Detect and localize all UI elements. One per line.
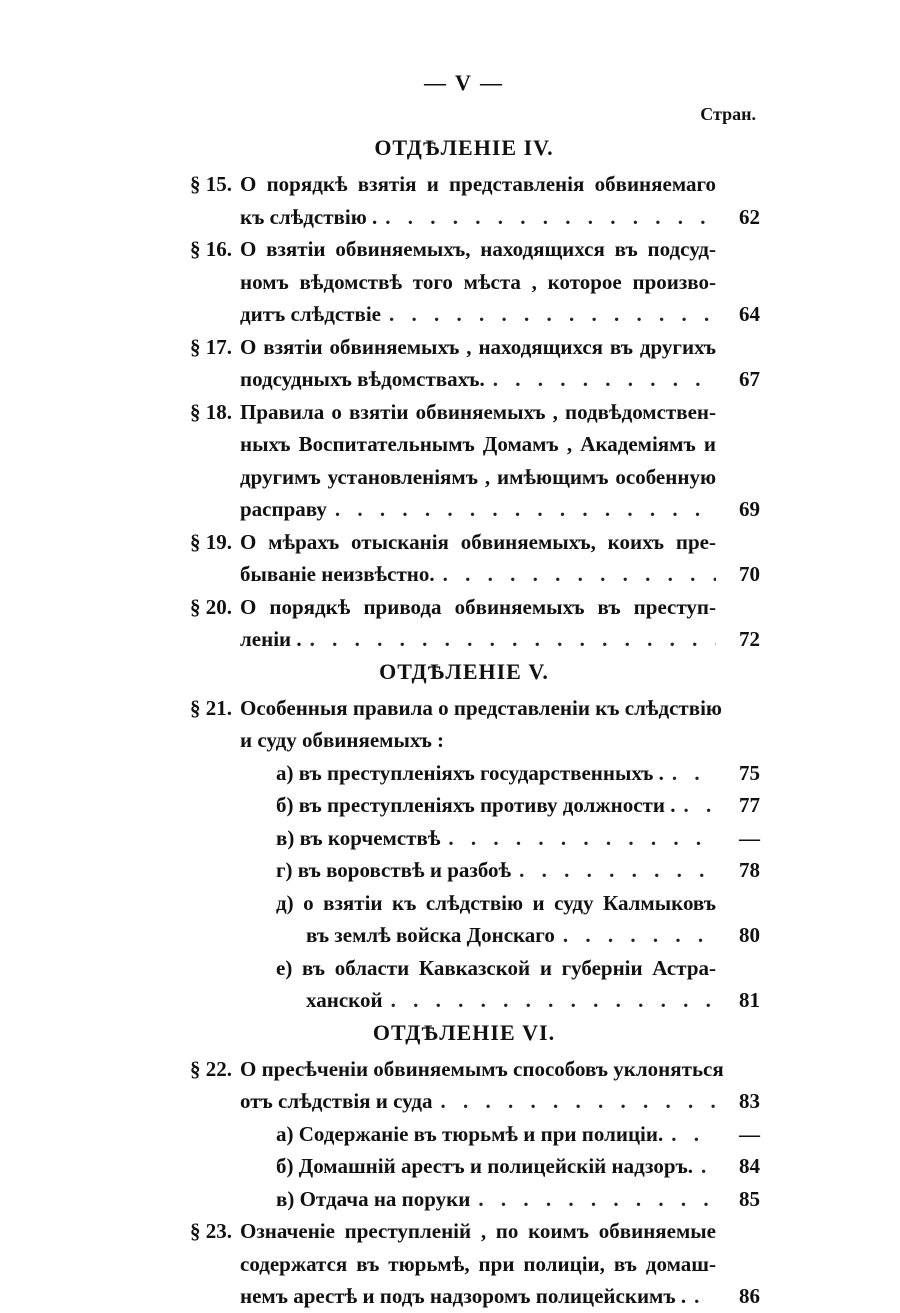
toc-entry[interactable] [168, 1215, 760, 1313]
toc-subitem[interactable] [276, 1118, 760, 1151]
page-number[interactable]: — [739, 825, 760, 850]
subitem-body [276, 887, 760, 952]
page-number[interactable]: 83 [739, 1089, 760, 1113]
toc-line [240, 724, 760, 757]
subitem-body [276, 952, 760, 1017]
toc-line [240, 363, 760, 396]
subitem-text: въ землѣ войска Донскаго [306, 923, 555, 947]
page-number[interactable]: 80 [739, 923, 760, 947]
subitem-body [276, 1150, 760, 1183]
toc-line [240, 692, 760, 725]
toc-line [240, 526, 760, 559]
page-number[interactable]: 75 [739, 760, 760, 785]
entry-text: немъ арестѣ и подъ надзоромъ полицейскимъ . [240, 1284, 687, 1308]
toc-entry[interactable] [168, 396, 760, 526]
subitem-text: а) Содержаніе въ тюрьмѣ и при полиціи. [276, 1121, 664, 1146]
dot-leader [432, 1085, 716, 1118]
toc-line [276, 789, 760, 822]
toc-entry[interactable] [168, 526, 760, 591]
entry-body [240, 331, 760, 396]
paragraph-number: § 21. [190, 695, 232, 720]
toc-line [240, 461, 760, 494]
toc-line [276, 952, 760, 985]
subitem-text: е) въ области Кавказской и губерніи Астра- [276, 955, 716, 980]
toc-line [240, 493, 760, 526]
dot-leader [485, 363, 716, 396]
toc-line [240, 201, 760, 234]
section-heading: ОТДѢЛЕНІЕ VI. [372, 1019, 556, 1045]
entry-body [240, 233, 760, 331]
toc-line [276, 854, 760, 887]
entry-text: бываніе неизвѣстно. [240, 562, 435, 586]
entry-text: другимъ установленіямъ , имѣющимъ особенную [240, 464, 716, 489]
toc-subitem[interactable] [276, 887, 760, 952]
paragraph-number: § 23. [190, 1219, 232, 1243]
toc-line [276, 1118, 760, 1151]
subitem-text: в) въ корчемствѣ [276, 825, 441, 850]
entry-text: дитъ слѣдствіе [240, 302, 381, 326]
toc-line [276, 822, 760, 855]
page-number[interactable]: 67 [739, 367, 760, 391]
toc-line [240, 1085, 760, 1118]
toc-subitem[interactable] [276, 757, 760, 790]
dot-leader [435, 558, 716, 591]
page-number[interactable]: — [739, 1121, 760, 1146]
toc-line [276, 887, 760, 920]
toc-subitem[interactable] [276, 789, 760, 822]
toc-line [240, 591, 760, 624]
toc-subitem[interactable] [276, 822, 760, 855]
toc-line [240, 266, 760, 299]
paragraph-number: § 16. [190, 237, 232, 261]
dot-leader [470, 1183, 716, 1216]
entry-text: ныхъ Воспитательнымъ Домамъ , Академіямъ и [240, 432, 716, 456]
dot-leader [381, 298, 716, 331]
toc-line [240, 168, 760, 201]
entry-text: О взятіи обвиняемыхъ , находящихся въ другихъ [240, 334, 716, 359]
entry-text: Особенныя правила о представленіи къ слѣдствію [240, 695, 722, 720]
toc-line [240, 428, 760, 461]
subitem-text: б) Домашній арестъ и полицейскій надзоръ. [276, 1154, 693, 1178]
paragraph-number: § 19. [190, 529, 232, 554]
dot-leader [664, 757, 716, 790]
entry-body [240, 526, 760, 591]
dot-leader [383, 984, 716, 1017]
subitem-body [276, 822, 760, 855]
entry-text: Означеніе преступленій , по коимъ обвиняемые [240, 1219, 716, 1243]
dot-leader [302, 623, 716, 656]
toc-line [276, 1183, 760, 1216]
entry-text: отъ слѣдствія и суда [240, 1089, 433, 1113]
paragraph-number: § 20. [190, 594, 232, 619]
toc-entry[interactable] [168, 1053, 760, 1118]
page-column-label: Стран. [700, 104, 756, 124]
dot-leader [686, 1280, 716, 1313]
subitem-text: ханской [306, 988, 383, 1012]
dot-leader [693, 1150, 716, 1183]
toc-subitem[interactable] [276, 952, 760, 1017]
toc-subitem[interactable] [276, 1183, 760, 1216]
dot-leader [440, 822, 716, 855]
subitem-body [276, 854, 760, 887]
page-number[interactable]: 70 [739, 562, 760, 586]
paragraph-number: § 18. [190, 399, 232, 424]
table-of-contents [168, 132, 760, 1313]
page-number[interactable]: 81 [739, 988, 760, 1012]
page-number[interactable]: 62 [739, 204, 760, 229]
dot-leader [555, 919, 716, 952]
subitem-text: д) о взятіи къ слѣдствію и суду Калмыковъ [276, 890, 716, 915]
entry-text: О взятіи обвиняемыхъ, находящихся въ подсуд- [240, 237, 716, 261]
toc-line [276, 984, 760, 1017]
toc-line [240, 623, 760, 656]
subitem-text: а) въ преступленіяхъ государственныхъ . [276, 760, 664, 785]
toc-line [240, 1248, 760, 1281]
dot-leader [675, 789, 716, 822]
toc-line [240, 331, 760, 364]
entry-text: О порядкѣ привода обвиняемыхъ въ преступ- [240, 594, 716, 619]
subitem-body [276, 789, 760, 822]
entry-body [240, 1215, 760, 1313]
paragraph-number: § 17. [190, 334, 232, 359]
entry-text: Правила о взятіи обвиняемыхъ , подвѣдомствен- [240, 399, 716, 424]
toc-line [240, 396, 760, 429]
toc-line [240, 1053, 760, 1086]
subitem-text: г) въ воровствѣ и разбоѣ [276, 858, 512, 882]
paragraph-number: § 15. [190, 172, 232, 196]
section-heading: ОТДѢЛЕНІЕ IV. [374, 135, 554, 160]
page-number[interactable]: 69 [739, 497, 760, 521]
section-heading: ОТДѢЛЕНІЕ V. [379, 658, 549, 684]
dot-leader [663, 1118, 716, 1151]
toc-line [276, 919, 760, 952]
toc-line [240, 298, 760, 331]
dot-leader [327, 493, 716, 526]
toc-line [276, 757, 760, 790]
entry-text: номъ вѣдомствѣ того мѣста , которое произво- [240, 269, 716, 294]
paragraph-number: § 22. [190, 1056, 232, 1081]
subitem-body [276, 1118, 760, 1151]
toc-entry[interactable] [168, 233, 760, 331]
page-folio: — V — [423, 70, 505, 95]
subitem-text: б) въ преступленіяхъ противу должности . [276, 793, 676, 817]
toc-entry[interactable] [168, 692, 760, 757]
dot-leader [511, 854, 716, 887]
entry-text: расправу [240, 497, 327, 521]
page-number[interactable]: 77 [739, 793, 760, 817]
page-number[interactable]: 72 [739, 627, 760, 651]
entry-text: О пресѣченіи обвиняемымъ способовъ уклоняться [240, 1056, 724, 1081]
entry-text: содержатся въ тюрьмѣ, при полиціи, въ домаш- [240, 1251, 716, 1276]
toc-line [240, 1215, 760, 1248]
page-number[interactable]: 64 [739, 302, 760, 326]
entry-body [240, 692, 760, 757]
toc-page [168, 70, 760, 1313]
toc-line [240, 1280, 760, 1313]
toc-subitem[interactable] [276, 854, 760, 887]
entry-text: къ слѣдствію . [240, 204, 378, 229]
dot-leader [377, 201, 716, 234]
entry-text: леніи . [240, 627, 302, 651]
toc-entry[interactable] [168, 331, 760, 396]
page-number[interactable]: 85 [739, 1186, 760, 1211]
entry-body [240, 168, 760, 233]
subitem-body [276, 1183, 760, 1216]
toc-line [276, 1150, 760, 1183]
toc-line [240, 233, 760, 266]
subitem-text: в) Отдача на поруки [276, 1186, 471, 1211]
entry-body [240, 396, 760, 526]
entry-text: О мѣрахъ отысканія обвиняемыхъ, коихъ пре- [240, 529, 716, 554]
toc-entry[interactable] [168, 168, 760, 233]
toc-line [240, 558, 760, 591]
subitem-body [276, 757, 760, 790]
page-number[interactable]: 78 [739, 858, 760, 882]
toc-subitem[interactable] [276, 1150, 760, 1183]
entry-body [240, 1053, 760, 1118]
entry-body [240, 591, 760, 656]
toc-entry[interactable] [168, 591, 760, 656]
page-number[interactable]: 84 [739, 1154, 760, 1178]
entry-text: и суду обвиняемыхъ : [240, 728, 445, 752]
page-number[interactable]: 86 [739, 1284, 760, 1308]
entry-text: подсудныхъ вѣдомствахъ. [240, 367, 485, 391]
entry-text: О порядкѣ взятія и представленія обвиняемаго [240, 172, 716, 196]
